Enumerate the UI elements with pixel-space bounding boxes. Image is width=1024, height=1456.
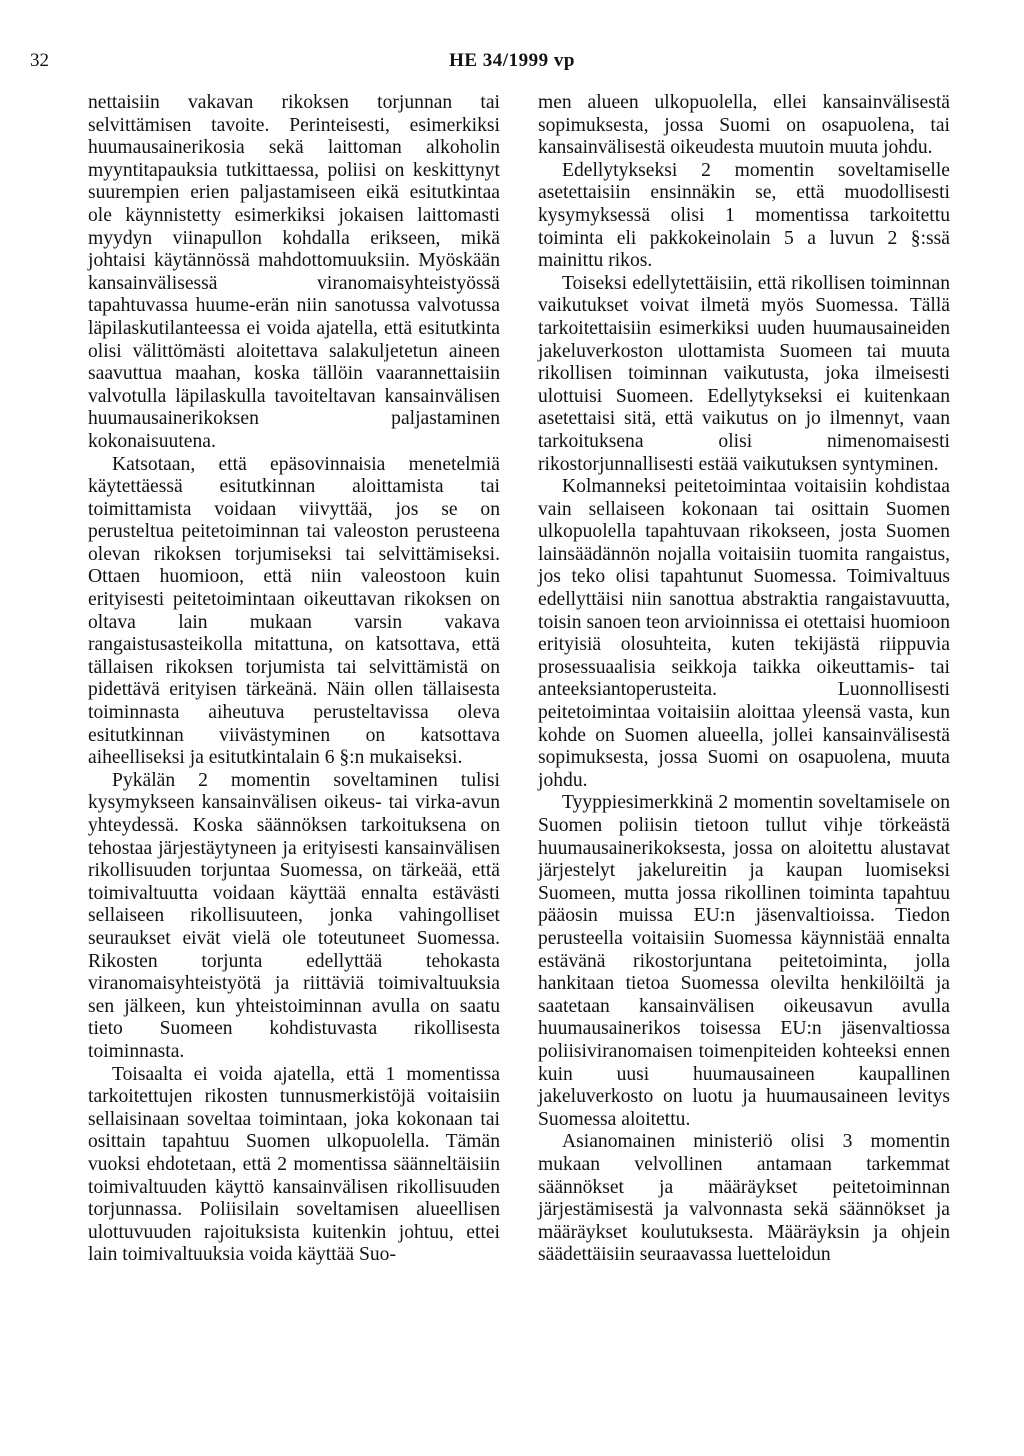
left-column [88, 92, 500, 1267]
paragraph: men alueen ulkopuolella, ellei kansainvälisestä sopimuksesta, jossa Suomi on osapuolena, tai kansainvälisestä oikeudesta muutoin muuta johdu. [538, 92, 950, 159]
paragraph: Toisaalta ei voida ajatella, että 1 momentissa tarkoitettujen rikosten tunnusmerkistöjä voitaisiin sellaisinaan soveltaa toimintaan, joka kokonaan tai osittain tapahtuu Suomen ulkopuolella. Tämän vuoksi ehdotetaan, että 2 momentissa säänneltäisiin toimivaltuuden käyttö kansainvälisen rikollisuuden torjunnassa. Poliisilain soveltamisen alueellisen ulottuvuuden rajoituksista kuitenkin johtuu, ettei lain toimivaltuuksia voida käyttää Suo- [88, 1063, 500, 1266]
right-column [538, 92, 950, 1267]
paragraph: nettaisiin vakavan rikoksen torjunnan tai selvittämisen tavoite. Perinteisesti, esimerkiksi huumausainerikosia sekä laittoman alkoholin myyntitapauksia tutkittaessa, poliisi on keskittynyt suurempien erien paljastamiseen eikä esitutkintaa ole käynnistetty esimerkiksi jokaisen laittomasti myydyn viinapullon kohdalla erikseen, mikä johtaisi käytännössä mahdottomuuksiin. Myöskään kansainvälisessä viranomaisyhteistyössä tapahtuvassa huume-erän niin sanotussa valvotussa läpilaskutilanteessa ei voida ajatella, että esitutkinta olisi välittömästi aloitettava salakuljetetun aineen saavuttua maahan, koska tällöin vaarannettaisiin valvotulla läpilaskulla tavoiteltavan kansainvälisen huumausainerikoksen paljastaminen kokonaisuutena. [88, 92, 500, 452]
page-number: 32 [30, 50, 49, 71]
paragraph: Tyyppiesimerkkinä 2 momentin soveltamisele on Suomen poliisin tietoon tullut vihje törkeästä huumausainerikoksesta, jossa on aloitettu alustavat järjestelyt jakelureitin ja kaupan luomiseksi Suomeen, mutta jossa rikollinen toiminta tapahtuu pääosin muissa EU:n jäsenvaltioissa. Tiedon perusteella voitaisiin Suomessa käynnistää ennalta estävänä rikostorjuntana peitetoiminta, jolla hankitaan tietoa Suomessa olevilta henkilöiltä ja saatetaan kansainvälisen oikeusavun avulla huumausainerikos toisessa EU:n jäsenvaltiossa poliisiviranomaisen toimenpiteiden kohteeksi ennen kuin uusi huumausaineen kaupallinen jakeluverkosto on luotu ja huumausaineen levitys Suomessa aloitettu. [538, 792, 950, 1130]
document-id: HE 34/1999 vp [449, 50, 575, 71]
paragraph: Asianomainen ministeriö olisi 3 momentin mukaan velvollinen antamaan tarkemmat säännökset ja määräykset peitetoiminnan järjestämisestä ja valvonnasta sekä säännökset ja määräykset koulutuksesta. Määräyksin ja ohjein säädettäisiin seuraavassa luetteloidun [538, 1131, 950, 1266]
paragraph: Pykälän 2 momentin soveltaminen tulisi kysymykseen kansainvälisen oikeus- tai virka-avun yhteydessä. Koska säännöksen tarkoituksena on tehostaa järjestäytyneen ja erityisesti kansainvälisen rikollisuuden torjuntaa Suomessa, on tärkeää, että toimivaltuutta voidaan käyttää ennalta estävästi sellaiseen rikollisuuteen, jonka vahingolliset seuraukset eivät vielä ole toteutuneet Suomessa. Rikosten torjunta edellyttää tehokasta viranomaisyhteistyötä ja riittäviä toimivaltuuksia sen jälkeen, kun yhteistoiminnan avulla on saatu tieto Suomeen kohdistuvasta rikollisesta toiminnasta. [88, 769, 500, 1062]
paragraph: Toiseksi edellytettäisiin, että rikollisen toiminnan vaikutukset voivat ilmetä myös Suomessa. Tällä tarkoitettaisiin esimerkiksi uuden huumausaineiden jakeluverkoston ulottamista Suomeen tai muuta rikollisen toiminnan vaikutusta, joka ilmeisesti ulottuisi Suomeen. Edellytykseksi ei kuitenkaan asetettaisi sitä, että vaikutus on jo ilmennyt, vaan tarkoituksena olisi nimenomaisesti rikostorjunnallisesti estää vaikutuksen syntyminen. [538, 272, 950, 475]
paragraph: Kolmanneksi peitetoimintaa voitaisiin kohdistaa vain sellaiseen kokonaan tai osittain Suomen ulkopuolella tapahtuvaan rikokseen, josta Suomen lainsäädännön nojalla voitaisiin tuomita rangaistus, jos teko olisi tapahtunut Suomessa. Toimivaltuus edellyttäisi niin sanottua abstraktia rangaistavuutta, toisin sanoen teon arvioinnissa ei otettaisi huomioon erityisiä olosuhteita, kuten tekijästä riippuvia prosessuaalisia seikkoja taikka oikeuttamis- tai anteeksiantoperusteita. Luonnollisesti peitetoimintaa voitaisiin aloittaa yleensä vasta, kun kohde on Suomen alueella, jollei kansainvälisestä sopimuksesta, jossa Suomi on osapuolena, muuta johdu. [538, 476, 950, 791]
paragraph: Katsotaan, että epäsovinnaisia menetelmiä käytettäessä esitutkinnan aloittamista tai toimittamista voidaan viivyttää, jos se on perusteltua peitetoiminnan tai valeoston perusteena olevan rikoksen torjumiseksi tai selvittämiseksi. Ottaen huomioon, että niin valeostoon kuin erityisesti peitetoimintaan oikeuttavan rikoksen on oltava lain mukaan varsin vakava rangaistusasteikolla mitattuna, on katsottava, että tällaisen rikoksen torjumista tai selvittämistä on pidettävä erityisen tärkeänä. Näin ollen tällaisesta toiminnasta aiheutuva perusteltavissa oleva esitutkinnan viivästyminen on katsottava aiheelliseksi ja esitutkintalain 6 §:n mukaiseksi. [88, 453, 500, 769]
paragraph: Edellytykseksi 2 momentin soveltamiselle asetettaisiin ensinnäkin se, että muodollisesti kysymyksessä olisi 1 momentissa tarkoitettu toiminta eli pakkokeinolain 5 a luvun 2 §:ssä mainittu rikos. [538, 159, 950, 272]
page-header [0, 46, 1024, 76]
